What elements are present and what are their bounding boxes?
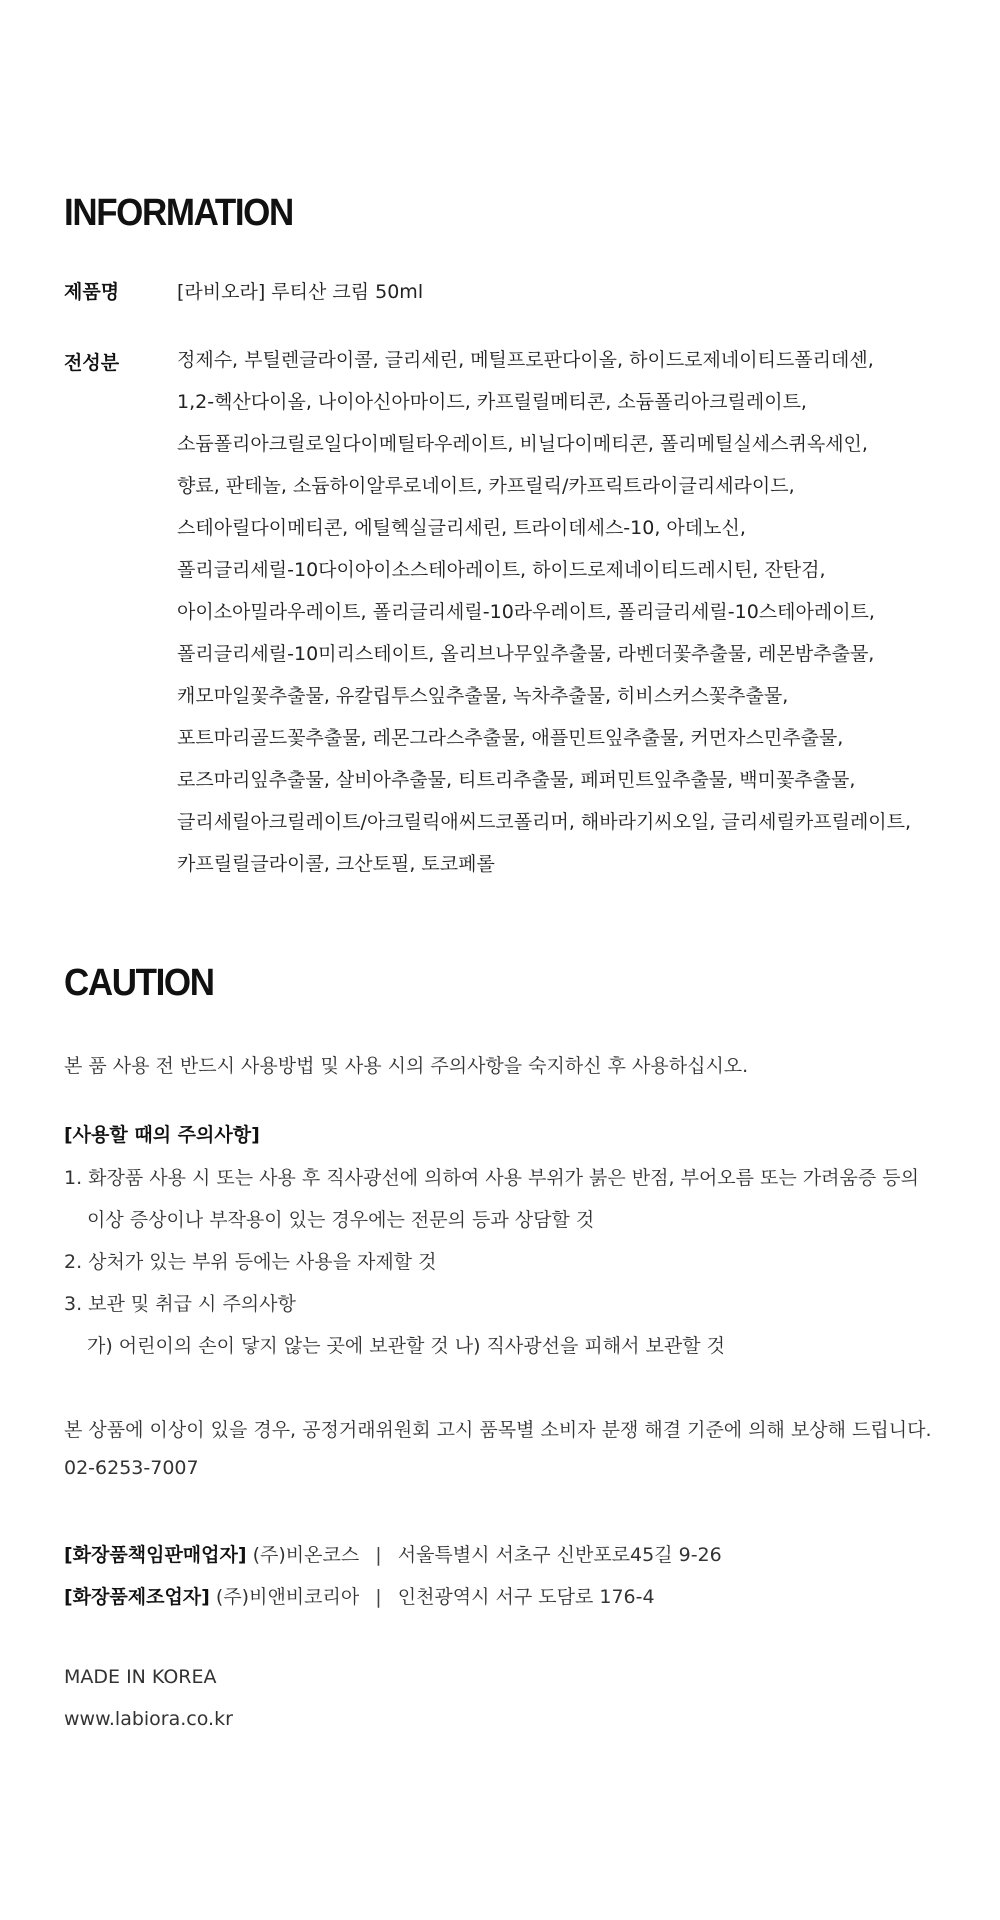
ingredients-list <box>177 339 1000 885</box>
caution-intro: 본 품 사용 전 반드시 사용방법 및 사용 시의 주의사항을 숙지하신 후 사용하십시오. <box>64 1055 749 1077</box>
ingredients-line: 캐모마일꽃추출물, 유칼립투스잎추출물, 녹차추출물, 히비스커스꽃추출물, <box>177 685 789 707</box>
seller-name: (주)비온코스 <box>252 1544 360 1566</box>
ingredients-line: 로즈마리잎추출물, 살비아추출물, 티트리추출물, 페퍼민트잎추출물, 백미꽃추출물, <box>177 769 856 791</box>
ingredients-line: 1,2-헥산다이올, 나이아신아마이드, 카프릴릴메티콘, 소듐폴리아크릴레이트, <box>177 391 807 413</box>
ingredients-line: 정제수, 부틸렌글라이콜, 글리세린, 메틸프로판다이올, 하이드로제네이티드폴리데센, <box>177 349 874 371</box>
compensation-notice: 본 상품에 이상이 있을 경우, 공정거래위원회 고시 품목별 소비자 분쟁 해결 기준에 의해 보상해 드립니다. <box>64 1419 932 1441</box>
phone-number: 02-6253-7007 <box>64 1457 199 1479</box>
made-in-korea: MADE IN KOREA <box>64 1666 217 1688</box>
maker-label: [화장품제조업자] <box>64 1586 210 1608</box>
seller-label: [화장품책임판매업자] <box>64 1544 247 1566</box>
ingredients-line: 포트마리골드꽃추출물, 레몬그라스추출물, 애플민트잎추출물, 커먼자스민추출물, <box>177 727 844 749</box>
ingredients-line: 글리세릴아크릴레이트/아크릴릭애씨드코폴리머, 해바라기씨오일, 글리세릴카프릴레이트, <box>177 811 912 833</box>
information-heading: INFORMATION <box>64 192 293 234</box>
caution-item-3-sub: 가) 어린이의 손이 닿지 않는 곳에 보관할 것 나) 직사광선을 피해서 보관할 것 <box>87 1335 725 1357</box>
maker-name: (주)비앤비코리아 <box>215 1586 360 1608</box>
ingredients-line: 향료, 판테놀, 소듐하이알루로네이트, 카프릴릭/카프릭트라이글리세라이드, <box>177 475 795 497</box>
caution-item-1: 1. 화장품 사용 시 또는 사용 후 직사광선에 의하여 사용 부위가 붉은 반점, 부어오름 또는 가려움증 등의 <box>64 1167 919 1189</box>
ingredients-line: 폴리글리세릴-10다이아이소스테아레이트, 하이드로제네이티드레시틴, 잔탄검, <box>177 559 826 581</box>
product-name-value: [라비오라] 루티산 크림 50ml <box>177 281 424 303</box>
website-link[interactable]: www.labiora.co.kr <box>64 1708 233 1730</box>
ingredients-line: 아이소아밀라우레이트, 폴리글리세릴-10라우레이트, 폴리글리세릴-10스테아레이트, <box>177 601 875 623</box>
separator: | <box>375 1586 382 1608</box>
ingredients-line: 스테아릴다이메티콘, 에틸헥실글리세린, 트라이데세스-10, 아데노신, <box>177 517 746 539</box>
seller-address: 서울특별시 서초구 신반포로45길 9-26 <box>397 1544 722 1566</box>
separator: | <box>375 1544 382 1566</box>
ingredients-label: 전성분 <box>64 352 120 374</box>
caution-item-2: 2. 상처가 있는 부위 등에는 사용을 자제할 것 <box>64 1251 437 1273</box>
seller-info <box>64 1540 722 1567</box>
ingredients-line: 폴리글리세릴-10미리스테이트, 올리브나무잎추출물, 라벤더꽃추출물, 레몬밤추출물, <box>177 643 875 665</box>
maker-info <box>64 1582 655 1609</box>
ingredients-line: 카프릴릴글라이콜, 크산토필, 토코페롤 <box>177 853 495 875</box>
caution-item-1-continued: 이상 증상이나 부작용이 있는 경우에는 전문의 등과 상담할 것 <box>87 1209 595 1231</box>
product-name-label: 제품명 <box>64 281 120 303</box>
maker-address: 인천광역시 서구 도담로 176-4 <box>397 1586 655 1608</box>
caution-subheading: [사용할 때의 주의사항] <box>64 1124 260 1146</box>
caution-item-3: 3. 보관 및 취급 시 주의사항 <box>64 1293 296 1315</box>
caution-heading: CAUTION <box>64 962 214 1004</box>
ingredients-line: 소듐폴리아크릴로일다이메틸타우레이트, 비닐다이메티콘, 폴리메틸실세스퀴옥세인, <box>177 433 868 455</box>
